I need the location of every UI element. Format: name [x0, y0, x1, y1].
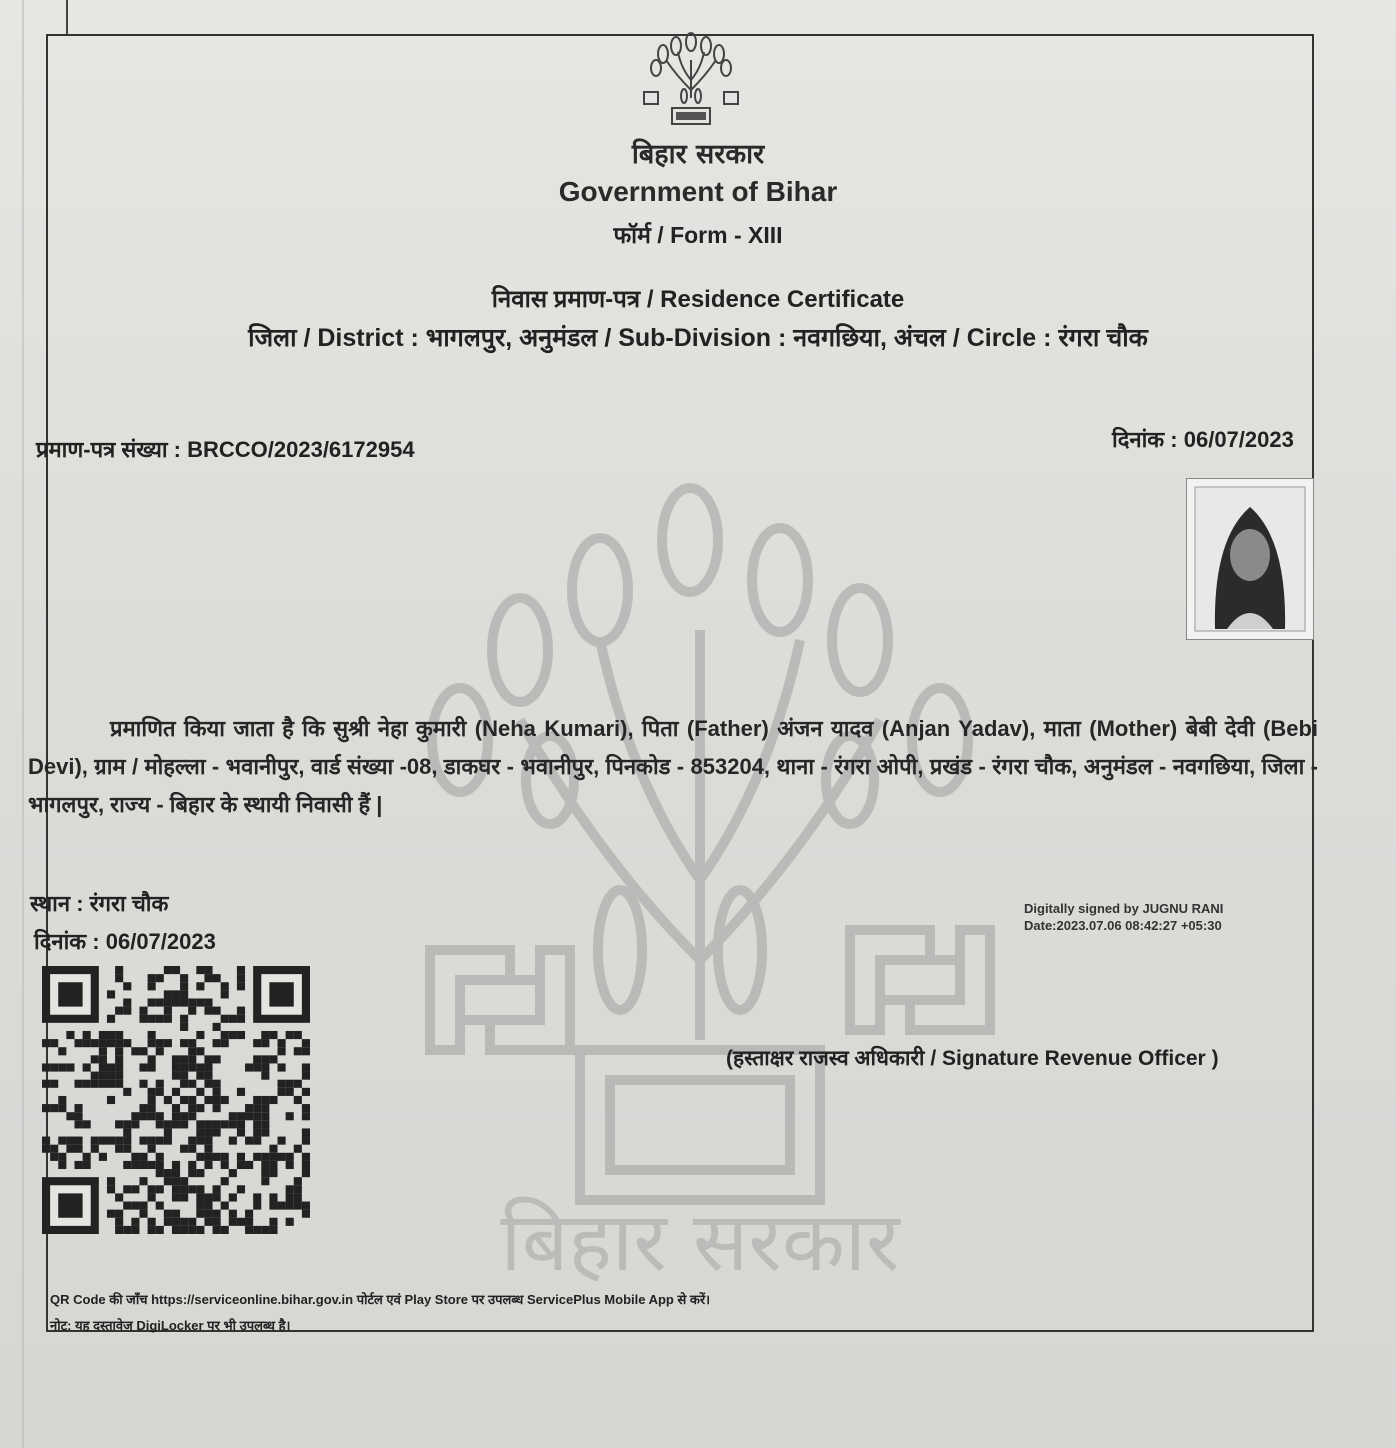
digital-signature: [1024, 900, 1223, 934]
watermark-text: बिहार सरकार: [500, 1195, 900, 1290]
bihar-emblem-icon: [636, 30, 746, 130]
form-number: फॉर्म / Form - XIII: [613, 222, 783, 248]
watermark-tree-emblem: [400, 480, 1000, 1290]
digital-signature-name: Digitally signed by JUGNU RANI: [1024, 901, 1224, 916]
issue-date: दिनांक : 06/07/2023: [1112, 427, 1294, 452]
certificate-number: प्रमाण-पत्र संख्या : BRCCO/2023/6172954: [36, 437, 415, 462]
qr-code-icon[interactable]: [42, 966, 310, 1234]
place: स्थान : रंगरा चौक: [30, 891, 169, 916]
certificate-statement: [28, 710, 1318, 824]
hindi-title: बिहार सरकार: [631, 139, 765, 170]
applicant-portrait-icon: [1187, 479, 1313, 639]
qr-verification-note: QR Code की जाँच https://serviceonline.bihar.gov.in पोर्टल एवं Play Store पर उपलब्ध ServicePlus Mobile App से करें।: [50, 1292, 711, 1307]
district-line: जिला / District : भागलपुर, अनुमंडल / Sub-Division : नवगछिया, अंचल / Circle : रंगरा चौक: [248, 324, 1148, 352]
page-edge-mark: [66, 0, 68, 34]
digital-signature-date: Date:2023.07.06 08:42:27 +05:30: [1024, 918, 1222, 933]
revenue-officer-signature: (हस्ताक्षर राजस्व अधिकारी / Signature Revenue Officer ): [726, 1047, 1219, 1070]
certificate-title: निवास प्रमाण-पत्र / Residence Certificate: [491, 286, 905, 313]
statement-text: प्रमाणित किया जाता है कि सुश्री नेहा कुमारी (Neha Kumari), पिता (Father) अंजन यादव (Anjan Yadav), माता (Mother) बेबी देवी (Bebi Devi), ग्राम / मोहल्ला - भवानीपुर, वार्ड संख्या -08, डाकघर - भवानीपुर, पिनकोड - 853204, थाना - रंगरा ओपी, प्रखंड - रंगरा चौक, अनुमंडल - नवगछिया, जिला - भागलपुर, राज्य - बिहार के स्थायी निवासी हैं |: [28, 716, 1318, 817]
english-title: Government of Bihar: [558, 176, 838, 207]
signing-date: दिनांक : 06/07/2023: [34, 929, 216, 954]
applicant-photo: [1186, 478, 1314, 640]
digilocker-note: नोट: यह दस्तावेज DigiLocker पर भी उपलब्ध है।: [50, 1318, 291, 1333]
